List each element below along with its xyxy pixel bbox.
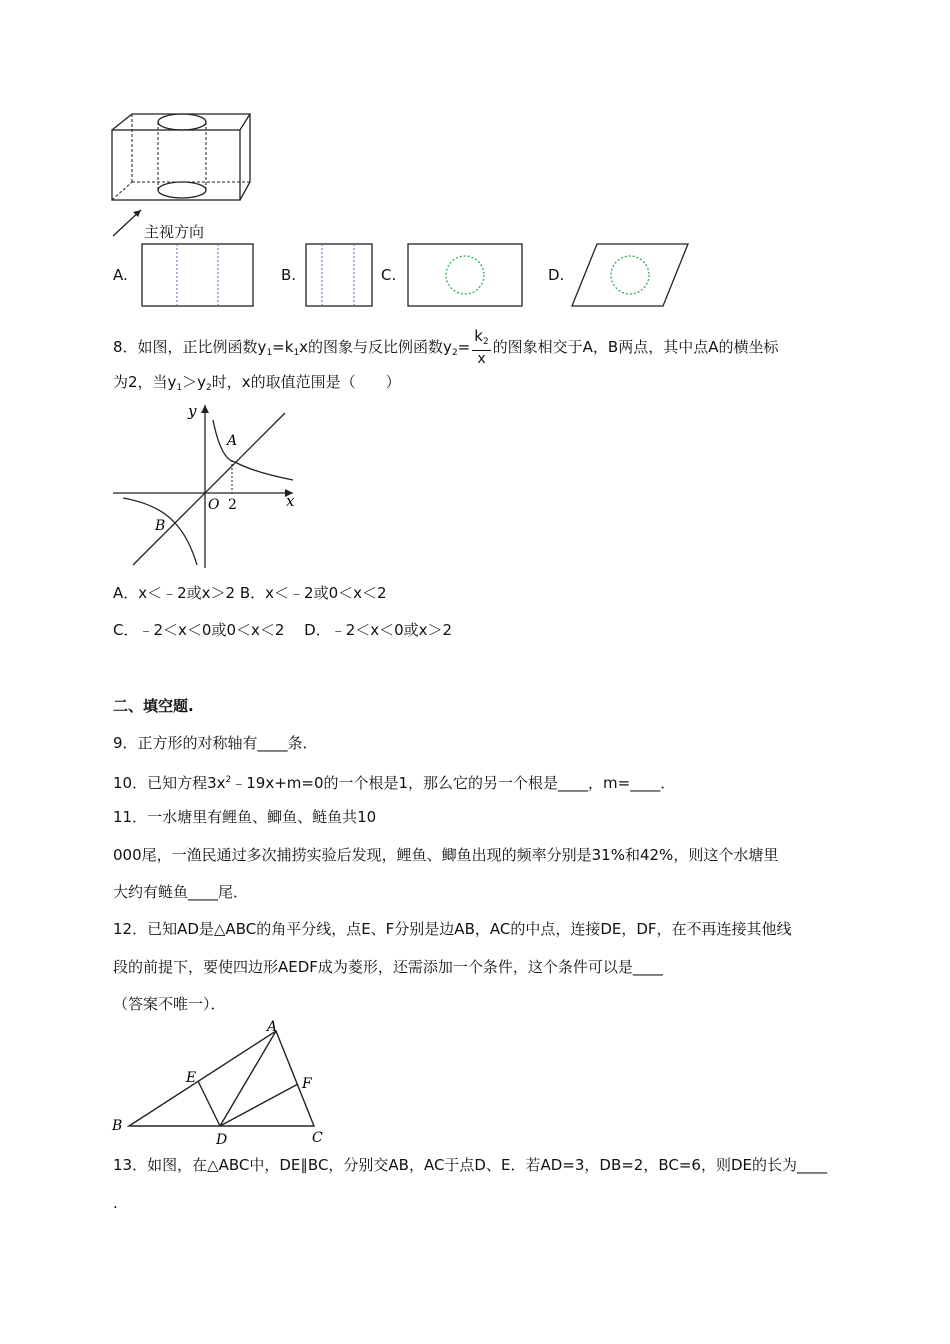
vertex-a-label: A [267, 1019, 278, 1035]
q12-line1: 12．已知AD是△ABC的角平分线，点E、F分别是边AB，AC的中点，连接DE，DF，在不再连接其他线 [113, 920, 792, 938]
y-axis-label: y [188, 402, 197, 420]
q8-line1: 8．如图，正比例函数$y_1=k_1x$的图象与反比例函数$y_2=$ $\frac{k_2}{x}$ 的图象相交于A，B两点，其中点A的横坐标 [113, 327, 779, 367]
q9-text: 9．正方形的对称轴有____条． [113, 734, 318, 752]
q8-choices-cd: C．﹣2＜x＜0或0＜x＜2 D．﹣2＜x＜0或x＞2 [113, 621, 453, 639]
q11-line3: 大约有鲢鱼____尾． [113, 883, 249, 901]
q8-function-graph [113, 400, 308, 570]
option-c-label: C. [381, 266, 397, 284]
section-title: 二、填空题. [113, 697, 194, 715]
vertex-c-label: C [312, 1130, 323, 1146]
q11-line1: 11．一水塘里有鲤鱼、鲫鱼、鲢鱼共10 [113, 808, 377, 826]
q10-text: 10．已知方程$3x^2﹣19x+m=0$的一个根是1，那么它的另一个根是____，m=____． [113, 774, 676, 792]
point-b-label: B [155, 518, 166, 534]
q8-line2: 为2，当$y_1>y_2$时，x的取值范围是（ ） [113, 373, 401, 393]
box-with-hole-figure [105, 108, 265, 238]
option-b-figure [304, 243, 374, 308]
option-a-label: A. [113, 266, 128, 284]
k2-over-x-fraction: $\frac{k_2}{x}$ [474, 327, 489, 367]
view-direction-label: 主视方向 [144, 223, 205, 241]
origin-label: O [208, 497, 220, 513]
point-e-label: E [186, 1070, 197, 1086]
point-a-label: A [227, 433, 238, 449]
option-d-figure [570, 243, 690, 308]
option-d-label: D. [548, 266, 565, 284]
option-b-label: B. [281, 266, 297, 284]
q12-line2: 段的前提下，要使四边形AEDF成为菱形，还需添加一个条件，这个条件可以是____ [113, 958, 663, 976]
option-a-figure [140, 243, 255, 308]
q13-line1: 13．如图，在△ABC中，DE∥BC，分别交AB，AC于点D、E．若AD=3，DB=2，BC=6，则DE的长为____ [113, 1156, 827, 1174]
vertex-b-label: B [112, 1118, 123, 1134]
q12-triangle-figure [110, 1018, 335, 1148]
option-c-figure [406, 243, 524, 308]
x-axis-label: x [286, 492, 295, 510]
q12-line3: （答案不唯一）． [113, 995, 226, 1013]
q8-choices-ab: A．x＜﹣2或x＞2 B．x＜﹣2或0＜x＜2 [113, 584, 387, 602]
tick-2-label: 2 [228, 497, 237, 513]
q13-line2: . [113, 1194, 118, 1212]
q11-line2: 000尾，一渔民通过多次捕捞实验后发现，鲤鱼、鲫鱼出现的频率分别是31%和42%，则这个水塘里 [113, 846, 779, 864]
point-f-label: F [302, 1076, 312, 1092]
point-d-label: D [216, 1132, 228, 1148]
